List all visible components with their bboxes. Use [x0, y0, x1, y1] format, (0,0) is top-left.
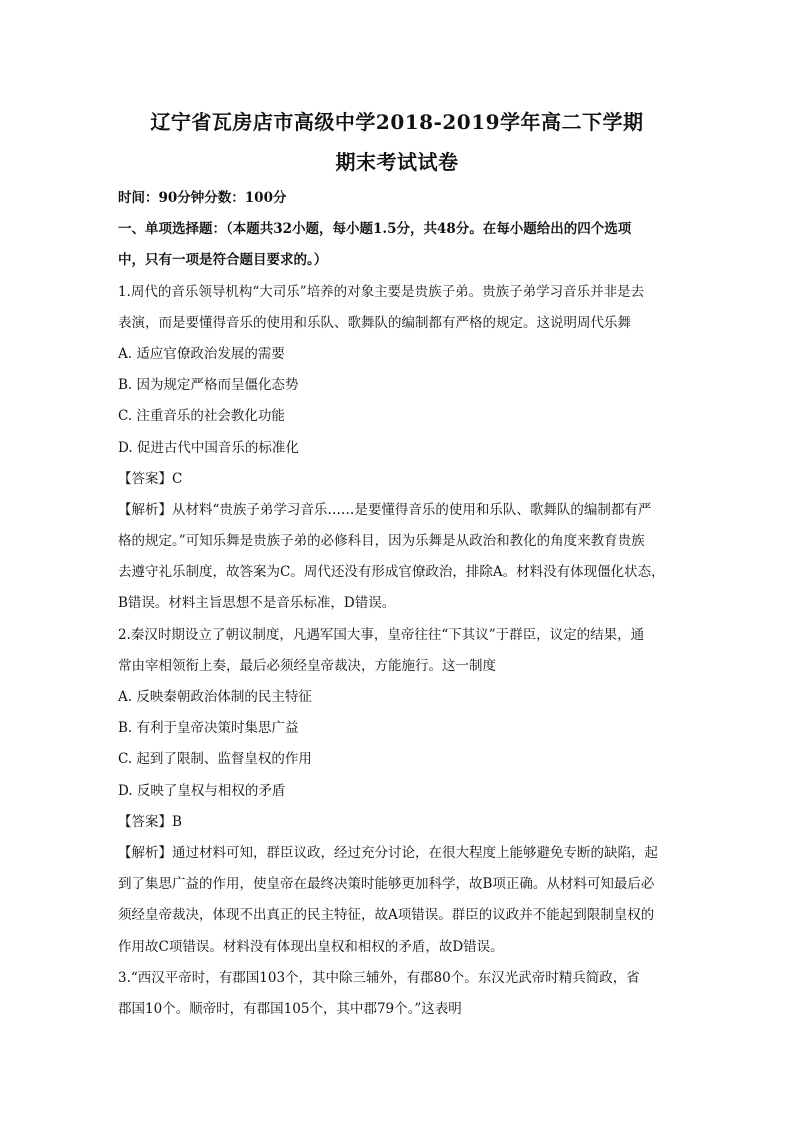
text-line: 中，只有一项是符合题目要求的。） — [118, 252, 328, 269]
text-line: B错误。材料主旨思想不是音乐标准，D错误。 — [118, 595, 396, 612]
text-line: B. 因为规定严格而呈僵化态势 — [118, 377, 299, 394]
text-line: 郡国10个。顺帝时，有郡国105个，其中郡79个。”这表明 — [118, 1000, 462, 1017]
text-line: 【解析】通过材料可知，群臣议政，经过充分讨论，在很大程度上能够避免专断的缺陷，起 — [118, 844, 658, 861]
document-body — [118, 183, 678, 1025]
text-line: 1.周代的音乐领导机构“大司乐”培养的对象主要是贵族子弟。贵族子弟学习音乐并非是去 — [118, 283, 645, 300]
text-line: 格的规定。”可知乐舞是贵族子弟的必修科目，因为乐舞是从政治和教化的角度来教育贵族 — [118, 533, 645, 550]
text-line: 【答案】B — [118, 813, 182, 830]
text-line: 到了集思广益的作用，使皇帝在最终决策时能够更加科学，故B项正确。从材料可知最后必 — [118, 876, 655, 893]
text-line: 3.“西汉平帝时，有郡国103个，其中除三辅外，有郡80个。东汉光武帝时精兵简政，省 — [118, 969, 640, 986]
text-line: B. 有利于皇帝决策时集思广益 — [118, 720, 299, 737]
text-line: A. 反映秦朝政治体制的民主特征 — [118, 689, 312, 705]
text-line: 须经皇帝裁决，体现不出真正的民主特征，故A项错误。群臣的议政并不能起到限制皇权的 — [118, 907, 655, 924]
text-line: 一、单项选择题：（本题共32小题，每小题1.5分，共48分。在每小题给出的四个选项 — [118, 221, 632, 238]
text-line: 常由宰相领衔上奏，最后必须经皇帝裁决，方能施行。这一制度 — [118, 657, 496, 674]
text-line: D. 反映了皇权与相权的矛盾 — [118, 782, 286, 799]
text-line: C. 起到了限制、监督皇权的作用 — [118, 751, 312, 768]
text-line: 时间：90分钟分数：100分 — [118, 190, 287, 206]
text-line: 表演，而是要懂得音乐的使用和乐队、歌舞队的编制都有严格的规定。这说明周代乐舞 — [118, 314, 631, 331]
text-line: 作用故C项错误。材料没有体现出皇权和相权的矛盾，故D错误。 — [118, 938, 504, 955]
text-line: D. 促进古代中国音乐的标准化 — [118, 439, 299, 456]
text-line: 【解析】从材料“贵族子弟学习音乐……是要懂得音乐的使用和乐队、歌舞队的编制都有严 — [118, 501, 652, 518]
text-line: A. 适应官僚政治发展的需要 — [118, 345, 285, 362]
document-title: 辽宁省瓦房店市高级中学2018-2019学年高二下学期 — [150, 110, 644, 134]
text-line: 【答案】C — [118, 470, 183, 487]
text-line: 去遵守礼乐制度，故答案为C。周代还没有形成官僚政治，排除A。材料没有体现僵化状态， — [118, 564, 665, 581]
text-line: C. 注重音乐的社会教化功能 — [118, 408, 285, 425]
document-subtitle: 期末考试试卷 — [335, 150, 459, 174]
text-line: 2.秦汉时期设立了朝议制度，凡遇军国大事，皇帝往往“下其议”于群臣，议定的结果，通 — [118, 626, 645, 643]
